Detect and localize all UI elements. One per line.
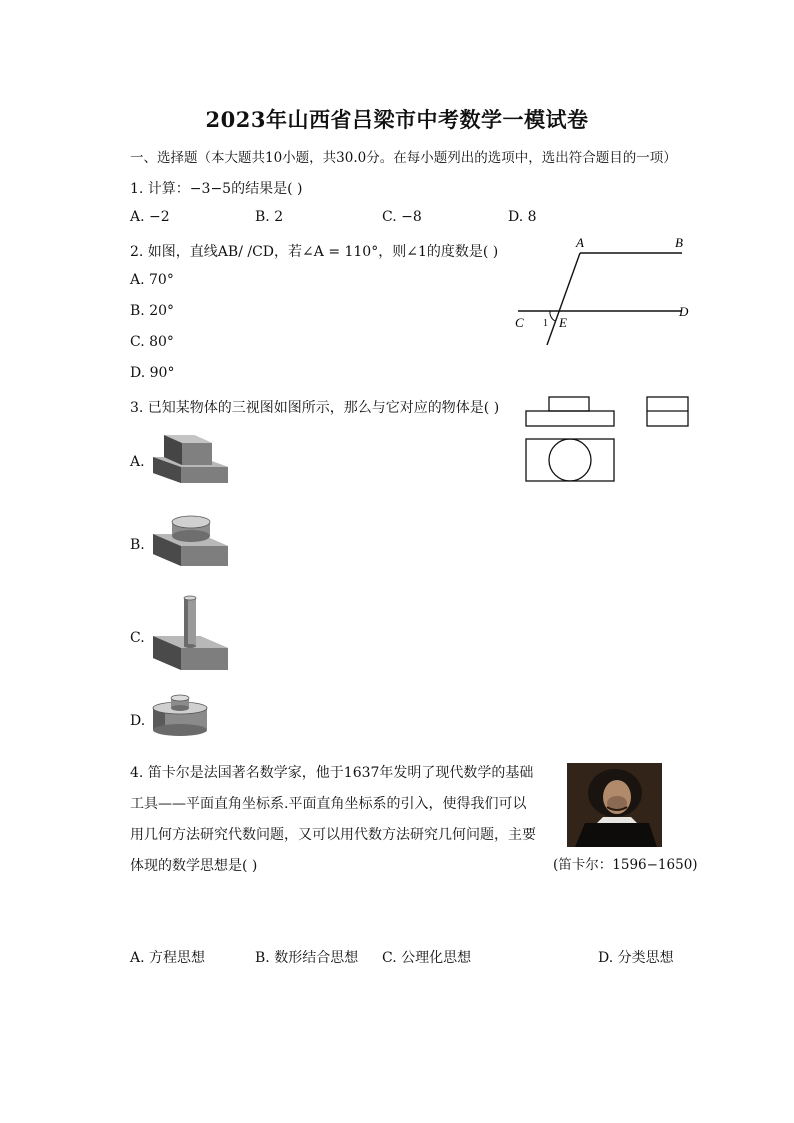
label-e: E bbox=[559, 315, 567, 330]
q3-option-a[interactable]: A. bbox=[130, 454, 145, 470]
descartes-portrait bbox=[567, 763, 662, 847]
q3-option-d-solid[interactable] bbox=[150, 692, 212, 740]
label-b: B bbox=[675, 235, 683, 250]
top-view-circle bbox=[549, 439, 591, 481]
q2-option-a[interactable]: A. 70° bbox=[130, 272, 174, 288]
label-d: D bbox=[679, 304, 689, 319]
q2-option-c[interactable]: C. 80° bbox=[130, 334, 174, 350]
question-4-line-3: 用几何方法研究代数问题，又可以用代数方法研究几何问题，主要 bbox=[130, 827, 536, 843]
three-views-figure bbox=[520, 393, 695, 485]
q2-option-d[interactable]: D. 90° bbox=[130, 365, 175, 381]
parallel-lines-figure bbox=[510, 233, 695, 353]
q3-option-b[interactable]: B. bbox=[130, 537, 145, 553]
question-4-line-4: 体现的数学思想是( ) bbox=[130, 858, 258, 874]
q3-option-a-solid[interactable] bbox=[150, 425, 232, 495]
q4-option-a[interactable]: A. 方程思想 bbox=[130, 950, 206, 966]
label-angle-1: 1 bbox=[543, 318, 548, 329]
q2-option-b[interactable]: B. 20° bbox=[130, 303, 175, 319]
question-4-line-2: 工具——平面直角坐标系.平面直角坐标系的引入，使得我们可以 bbox=[130, 796, 527, 812]
q4-option-b[interactable]: B. 数形结合思想 bbox=[255, 950, 359, 966]
portrait-caption: (笛卡尔：1596−1650) bbox=[553, 857, 698, 873]
question-3-stem: 3. 已知某物体的三视图如图所示，那么与它对应的物体是( ) bbox=[130, 400, 500, 416]
angle-arc bbox=[550, 311, 555, 321]
question-2-stem: 2. 如图，直线AB/ /CD，若∠A = 110°，则∠1的度数是( ) bbox=[130, 244, 499, 260]
page-title: 2023年山西省吕梁市中考数学一模试卷 bbox=[205, 107, 589, 132]
q1-option-a[interactable]: A. −2 bbox=[130, 209, 170, 225]
q3-option-d[interactable]: D. bbox=[130, 713, 146, 729]
question-1-stem: 1. 计算：−3−5的结果是( ) bbox=[130, 181, 303, 197]
q1-option-b[interactable]: B. 2 bbox=[255, 209, 284, 225]
front-view-top-block bbox=[549, 397, 589, 411]
label-a: A bbox=[576, 235, 584, 250]
q3-option-c-solid[interactable] bbox=[150, 592, 232, 682]
top-view-box bbox=[526, 439, 614, 481]
q3-option-b-solid[interactable] bbox=[150, 508, 232, 578]
front-view-base bbox=[526, 411, 614, 426]
question-4-line-1: 4. 笛卡尔是法国著名数学家，他于1637年发明了现代数学的基础 bbox=[130, 765, 534, 781]
q4-option-c[interactable]: C. 公理化思想 bbox=[382, 950, 472, 966]
section-heading: 一、选择题（本大题共10小题，共30.0分。在每小题列出的选项中，选出符合题目的一项） bbox=[130, 150, 677, 166]
q1-option-d[interactable]: D. 8 bbox=[508, 209, 537, 225]
q4-option-d[interactable]: D. 分类思想 bbox=[598, 950, 674, 966]
q3-option-c[interactable]: C. bbox=[130, 630, 145, 646]
transversal-line bbox=[547, 253, 580, 345]
q1-option-c[interactable]: C. −8 bbox=[382, 209, 422, 225]
label-c: C bbox=[515, 315, 524, 330]
